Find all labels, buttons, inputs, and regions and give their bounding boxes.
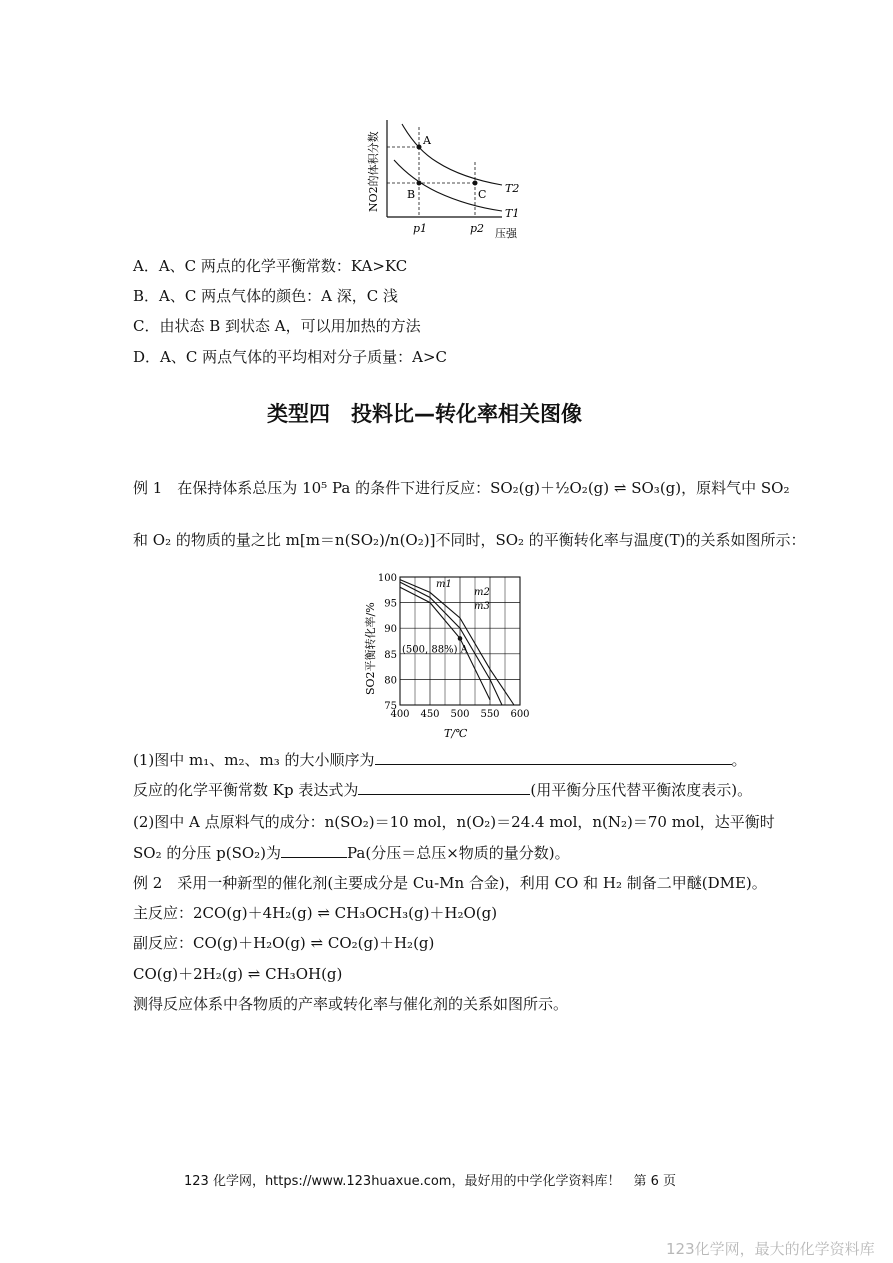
label-a: A: [423, 134, 431, 147]
chart-xlabel: T/℃: [444, 727, 468, 740]
question-2b-post: Pa(分压＝总压×物质的量分数)。: [347, 844, 570, 862]
y-tick-label: 100: [377, 573, 397, 584]
example2-line1: 例 2 采用一种新型的催化剂(主要成分是 Cu-Mn 合金)，利用 CO 和 H₂ 制备二甲醚(DME)。: [133, 874, 767, 892]
y-axis-label: NO2的体积分数: [367, 131, 380, 212]
no2-pressure-figure: [362, 112, 532, 247]
question-1b-post: (用平衡分压代替平衡浓度表示)。: [530, 781, 753, 799]
question-2b-pre: SO₂ 的分压 p(SO₂)为: [133, 844, 282, 862]
x-tick-label: 600: [510, 709, 530, 720]
question-1a: [133, 750, 747, 770]
so2-conversion-chart: [358, 565, 538, 745]
tick-p1: p1: [413, 222, 428, 235]
point-a: [417, 145, 422, 150]
series-label-m2: m2: [474, 587, 490, 598]
series-line-m3: [400, 580, 514, 705]
chart-series: [400, 580, 514, 705]
label-b: B: [407, 188, 416, 201]
question-2a: (2)图中 A 点原料气的成分：n(SO₂)＝10 mol，n(O₂)＝24.4 mol，n(N₂)＝70 mol，达平衡时: [133, 813, 775, 831]
series-label-m3: m3: [474, 601, 490, 612]
question-1a-end: 。: [731, 751, 747, 769]
x-tick-label: 400: [390, 709, 410, 720]
x-tick-label: 450: [420, 709, 440, 720]
curve-t2: [402, 124, 502, 185]
question-2b: [133, 843, 570, 863]
annotation-label: (500, 88%) A: [402, 644, 468, 656]
option-d: D．A、C 两点气体的平均相对分子质量：A>C: [133, 348, 447, 366]
option-b: B．A、C 两点气体的颜色：A 深，C 浅: [133, 287, 398, 305]
x-axis-label: 压强: [495, 227, 517, 240]
chart-ylabel: SO2平衡转化率/%: [364, 602, 377, 695]
label-t2: T2: [505, 182, 520, 195]
annotation-point: [458, 636, 463, 641]
label-t1: T1: [505, 207, 520, 220]
section-title: 类型四 投料比—转化率相关图像: [267, 402, 582, 426]
series-label-m1: m1: [436, 579, 452, 590]
y-tick-label: 95: [384, 598, 397, 610]
example2-line5: 测得反应体系中各物质的产率或转化率与催化剂的关系如图所示。: [133, 995, 569, 1013]
y-tick-label: 80: [384, 675, 397, 687]
x-tick-label: 550: [480, 709, 500, 720]
question-1b: [133, 780, 752, 800]
example1-line2: 和 O₂ 的物质的量之比 m[m＝n(SO₂)/n(O₂)]不同时，SO₂ 的平衡转化率与温度(T)的关系如图所示：: [133, 531, 806, 549]
label-c: C: [478, 188, 487, 201]
question-1a-text: (1)图中 m₁、m₂、m₃ 的大小顺序为: [133, 751, 375, 769]
example1-line1: 例 1 在保持体系总压为 10⁵ Pa 的条件下进行反应：SO₂(g)＋½O₂(g) ⇌ SO₃(g)，原料气中 SO₂: [133, 479, 790, 497]
answer-blank-3[interactable]: [281, 843, 347, 858]
answer-blank-2[interactable]: [358, 780, 530, 795]
page-footer: 123 化学网，https://www.123huaxue.com，最好用的中学化学资料库！ 第 6 页: [184, 1174, 677, 1189]
example2-line2: 主反应：2CO(g)＋4H₂(g) ⇌ CH₃OCH₃(g)＋H₂O(g): [133, 904, 498, 922]
point-b: [417, 181, 422, 186]
y-tick-label: 90: [384, 624, 397, 636]
chart-labels: [378, 573, 530, 720]
watermark: 123化学网，最大的化学资料库: [666, 1240, 875, 1258]
example2-line3: 副反应：CO(g)＋H₂O(g) ⇌ CO₂(g)＋H₂(g): [133, 934, 435, 952]
answer-blank-1[interactable]: [375, 750, 732, 765]
question-1b-pre: 反应的化学平衡常数 Kp 表达式为: [133, 781, 359, 799]
option-a: A．A、C 两点的化学平衡常数：KA>KC: [133, 257, 408, 275]
y-tick-label: 75: [384, 701, 397, 712]
tick-p2: p2: [470, 222, 485, 235]
option-c: C．由状态 B 到状态 A，可以用加热的方法: [133, 317, 421, 335]
y-tick-label: 85: [384, 649, 397, 661]
example2-line4: CO(g)＋2H₂(g) ⇌ CH₃OH(g): [133, 965, 343, 983]
x-tick-label: 500: [450, 709, 470, 720]
point-c: [473, 181, 478, 186]
